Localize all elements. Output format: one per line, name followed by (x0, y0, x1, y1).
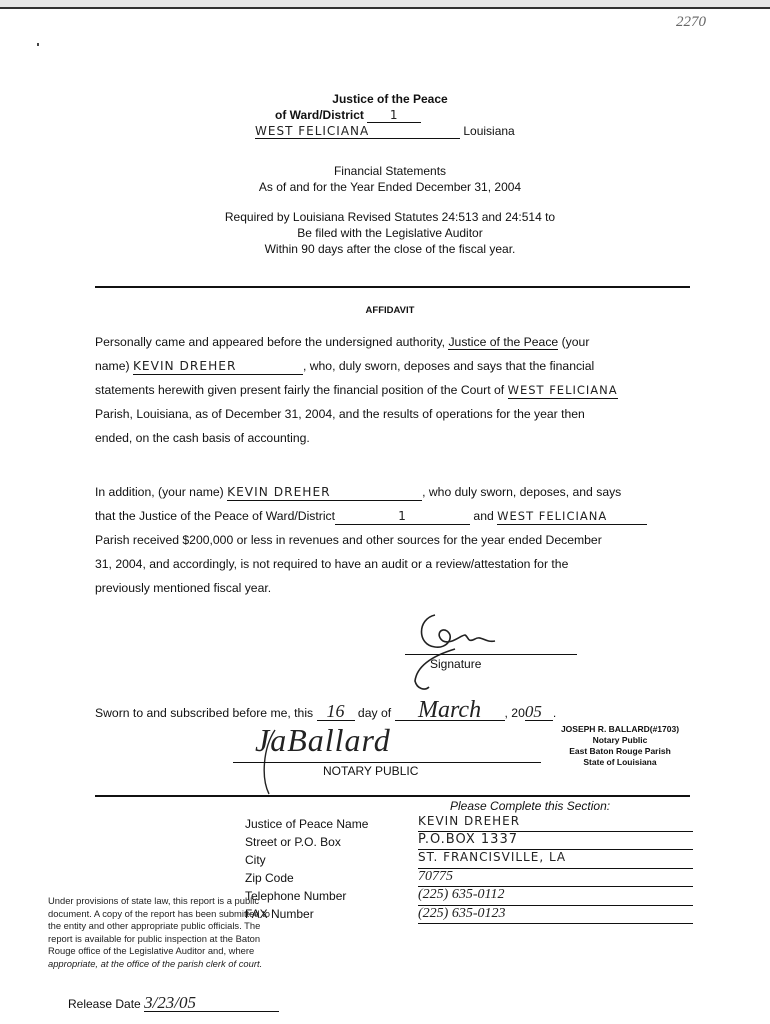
required-line-3: Within 90 days after the close of the fiscal year. (264, 242, 516, 256)
p2-line-1: In addition, (your name) KEVIN DREHER , who duly sworn, deposes, and says (95, 485, 622, 499)
affidavit-paragraph-1 (95, 330, 695, 450)
required-line-1: Required by Louisiana Revised Statutes 24:513 and 24:514 to (224, 210, 556, 224)
value-zip: 70775 (418, 869, 693, 887)
p1-line-5: ended, on the cash basis of accounting. (95, 431, 310, 445)
document-title: Justice of the Peace (332, 92, 448, 106)
p1-line-4: Parish, Louisiana, as of December 31, 2004, and the results of operations for the year then (95, 407, 585, 421)
affidavit-paragraph-2 (95, 480, 695, 600)
value-city: ST. FRANCISVILLE, LA (418, 850, 693, 869)
stamp-line-2: Notary Public (592, 735, 648, 745)
value-telephone: (225) 635-0112 (418, 887, 693, 906)
label-telephone: Telephone Number (245, 889, 347, 903)
label-zip: Zip Code (245, 871, 294, 885)
value-street: P.O.BOX 1337 (418, 832, 693, 850)
disclaimer-line: document. A copy of the report has been submitted to (48, 907, 271, 919)
notary-signature: JaBallard (255, 722, 391, 758)
p2-name: KEVIN DREHER (227, 484, 422, 501)
value-justice-name: KEVIN DREHER (418, 814, 693, 832)
scan-top-edge (0, 0, 770, 9)
stamp-line-1: JOSEPH R. BALLARD(#1703) (560, 724, 680, 734)
stamp-line-4: State of Louisiana (583, 757, 657, 767)
p1-line-2: name) KEVIN DREHER , who, duly sworn, deposes and says that the financial (95, 359, 595, 373)
header-divider (95, 286, 690, 288)
p1-line-3: statements herewith given present fairly the financial position of the Court of WEST FELICIANA (95, 383, 618, 397)
notary-signature-loop (255, 728, 285, 798)
value-fax: (225) 635-0123 (418, 906, 693, 924)
p1-name: KEVIN DREHER (133, 358, 303, 375)
public-document-disclaimer (48, 895, 328, 971)
notary-stamp (545, 724, 695, 768)
label-street: Street or P.O. Box (245, 835, 341, 849)
label-city: City (245, 853, 266, 867)
ward-line (275, 108, 475, 123)
release-date-value: 3/23/05 (144, 995, 279, 1012)
corner-handwritten-mark: 2270 (676, 14, 706, 30)
p1-title: Justice of the Peace (448, 335, 559, 349)
ward-prefix: of Ward/District (275, 108, 364, 122)
p2-parish: WEST FELICIANA (497, 509, 647, 525)
form-divider (95, 795, 690, 797)
label-justice-name: Justice of Peace Name (245, 817, 369, 831)
sworn-month: March (395, 700, 505, 721)
signature-line (405, 654, 577, 655)
sworn-line: Sworn to and subscribed before me, this 16 day of March , 2005 . (95, 697, 557, 723)
parish-line (255, 124, 535, 139)
disclaimer-line: appropriate, at the office of the parish clerk of court. (48, 957, 263, 969)
p2-line-4: 31, 2004, and accordingly, is not required to have an audit or a review/attestation for the (95, 557, 569, 571)
p2-line-5: previously mentioned fiscal year. (95, 581, 272, 595)
required-line-2: Be filed with the Legislative Auditor (297, 226, 483, 240)
parish-value: WEST FELICIANA (255, 124, 460, 139)
scan-speck (37, 43, 39, 46)
p2-ward: 1 (335, 508, 470, 525)
stamp-line-3: East Baton Rouge Parish (569, 746, 671, 756)
affidavit-heading: AFFIDAVIT (365, 305, 415, 316)
release-date-label: Release Date (68, 997, 141, 1011)
sworn-day: 16 (317, 703, 355, 721)
ward-value: 1 (367, 108, 421, 123)
p2-line-2: that the Justice of the Peace of Ward/District 1 and WEST FELICIANA (95, 504, 695, 528)
form-values (418, 814, 693, 924)
disclaimer-line: Rouge office of the Legislative Auditor and, where (48, 945, 255, 957)
state-label: Louisiana (463, 124, 515, 138)
notary-line (233, 762, 541, 763)
p1-parish: WEST FELICIANA (507, 383, 618, 397)
release-date-row (68, 995, 279, 1012)
sworn-year: 05 (525, 703, 553, 721)
financial-statements-title: Financial Statements (333, 164, 447, 178)
disclaimer-line: report is available for public inspection at the Baton (48, 932, 261, 944)
p1-line-1: Personally came and appeared before the undersigned authority, Justice of the Peace (your (95, 335, 590, 349)
justice-signature (395, 605, 515, 695)
year-ended-line: As of and for the Year Ended December 31, 2004 (258, 180, 522, 194)
disclaimer-line: Under provisions of state law, this report is a public (48, 895, 260, 906)
form-heading: Please Complete this Section: (450, 799, 611, 813)
signature-label: Signature (430, 657, 482, 671)
disclaimer-line: the entity and other appropriate public officials. The (48, 920, 261, 932)
notary-label: NOTARY PUBLIC (323, 764, 419, 778)
label-fax: FAX Number (245, 907, 314, 921)
p2-line-3: Parish received $200,000 or less in revenues and other sources for the year ended December (95, 533, 602, 547)
